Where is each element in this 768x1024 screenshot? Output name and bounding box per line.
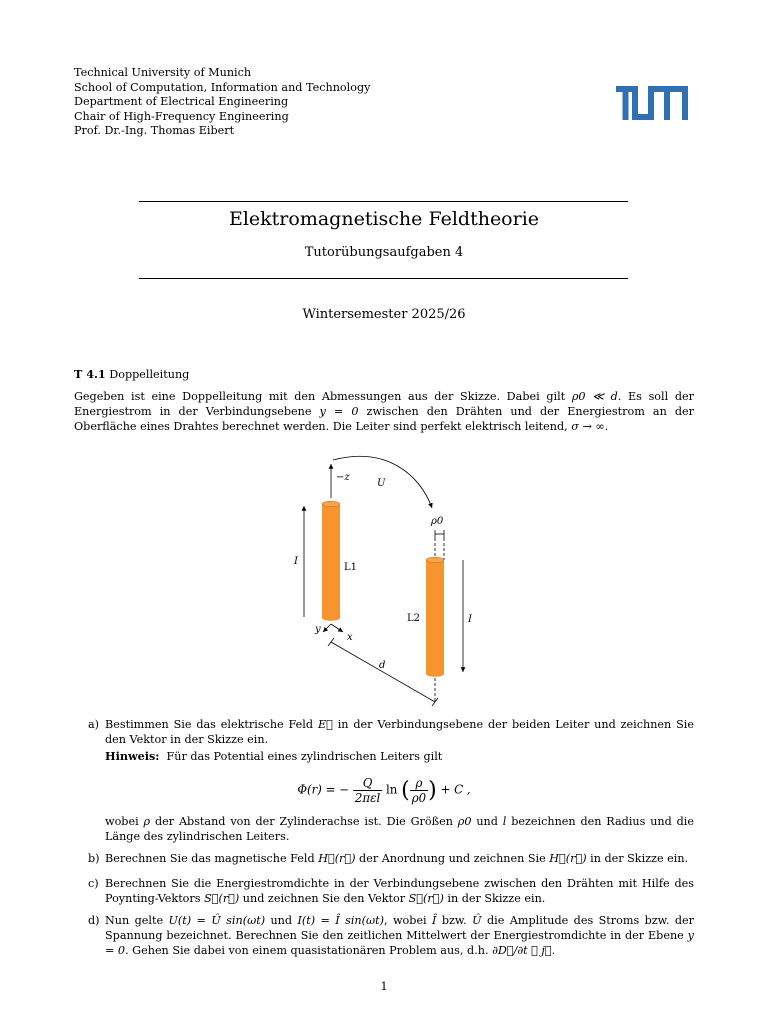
math-rho0: ρ0 [457, 815, 472, 828]
label-l1: L1 [344, 562, 358, 573]
subtask-d-text-1: Nun gelte [105, 914, 169, 927]
subtask-c-text-1: Berechnen Sie die Energiestromdichte in der Verbindungsebene zwischen den Drähten mit Hilfe des Poynting-Vektors [105, 877, 694, 905]
math-h-vec-1: H⃗(r⃗) [318, 852, 356, 865]
formula-lhs: Φ(r) = − [297, 782, 350, 797]
formula-denominator: 2πεl [354, 791, 381, 805]
math-quasistatic: ∂D⃗/∂t ≪ j⃗ [492, 944, 552, 957]
subtask-d [88, 913, 694, 958]
after-text-3: und [471, 815, 503, 828]
math-rho0-ll-d: ρ0 ≪ d [571, 390, 618, 403]
formula-ln: ln [385, 782, 398, 797]
tum-logo [616, 86, 688, 120]
after-text-4: bezeichnen den Radius und die Länge des zylindrischen Leiters. [105, 815, 694, 843]
subtask-d-text-4: bzw. [436, 914, 473, 927]
hint-label: Hinweis: [105, 749, 160, 763]
label-current-right: I [468, 614, 472, 625]
institution-chair: Chair of High-Frequency Engineering [74, 109, 289, 123]
document-title: Elektromagnetische Feldtheorie [228, 208, 540, 230]
subtask-b-text-1: Berechnen Sie das magnetische Feld [105, 852, 319, 865]
label-minus-z: −z [336, 472, 350, 483]
page-number: 1 [380, 980, 388, 993]
distance-tick-left [328, 638, 334, 646]
subtask-b [88, 851, 694, 866]
y-axis-line [323, 624, 331, 632]
subtask-a-label: a) [88, 718, 100, 731]
subtask-a [88, 717, 694, 764]
formula-fraction [353, 776, 382, 805]
subtask-d-text-6: . Gehen Sie dabei von einem quasistationären Problem aus, d.h. [125, 944, 493, 957]
label-radius: ρ0 [431, 516, 444, 527]
subtask-b-text-2: der Anordnung und zeichnen Sie [355, 852, 550, 865]
formula-numerator: Q [353, 776, 382, 791]
subtask-d-text-7: . [551, 944, 556, 957]
label-l2: L2 [407, 613, 421, 624]
label-current-left: I [294, 556, 298, 567]
math-l: l [502, 815, 507, 828]
math-y-eq-0-d: y = 0 [105, 929, 694, 957]
formula-inner-numerator: ρ [410, 776, 428, 791]
intro-text-1: Gegeben ist eine Doppelleitung mit den Abmessungen aus der Skizze. Dabei gilt [74, 390, 572, 403]
subtask-c [88, 876, 694, 906]
math-h-vec-2: H⃗(r⃗) [549, 852, 587, 865]
task-number: T 4.1 [74, 367, 106, 381]
title-rule-top [139, 201, 628, 202]
after-text-2: der Abstand von der Zylinderachse ist. Die Größen [150, 815, 458, 828]
task-name: Doppelleitung [109, 368, 190, 381]
semester: Wintersemester 2025/26 [302, 307, 466, 322]
conductor-l2 [426, 557, 444, 677]
after-text-1: wobei [105, 815, 144, 828]
math-y-eq-0: y = 0 [319, 405, 359, 418]
math-s-vec-2: S⃗(r⃗) [408, 892, 444, 905]
institution-school: School of Computation, Information and Technology [74, 80, 371, 94]
math-i-hat: Î [432, 914, 437, 927]
formula-inner-fraction [410, 776, 428, 805]
institution-university: Technical University of Munich [74, 66, 252, 79]
conductor-l1 [322, 501, 340, 621]
subtask-a-text-2: in der Verbindungsebene der beiden Leiter und zeichnen Sie den Vektor in der Skizze ein. [105, 718, 694, 746]
math-s-vec-1: S⃗(r⃗) [204, 892, 240, 905]
math-rho: ρ [143, 815, 151, 828]
subtask-d-text-3: , wobei [384, 914, 433, 927]
subtask-d-label: d) [88, 914, 100, 927]
label-distance: d [379, 660, 386, 671]
title-rule-bottom [139, 278, 628, 279]
label-axis-x: x [347, 632, 353, 643]
distance-line [331, 642, 435, 702]
subtask-d-text-5: die Amplitude des Stroms bzw. der Spannung bezeichnet. Berechnen Sie den zeitlichen Mittelwert der Energiestromdichte in der Ebene [105, 914, 694, 942]
subtask-b-text-3: in der Skizze ein. [586, 852, 689, 865]
document-subtitle: Tutorübungsaufgaben 4 [304, 245, 464, 260]
label-axis-y: y [315, 624, 321, 635]
subtask-b-label: b) [88, 852, 100, 865]
math-sigma-inf: σ → ∞ [571, 420, 605, 433]
math-i-t: I(t) = Î sin(ωt) [297, 914, 384, 927]
math-u-t: U(t) = Û sin(ωt) [168, 914, 266, 927]
formula-tail: + C , [440, 782, 471, 797]
subtask-a-text-1: Bestimmen Sie das elektrische Feld [105, 718, 318, 731]
label-voltage: U [377, 478, 386, 489]
intro-text-3: zwischen den Drähten und der Energiestrom an der Oberfläche eines Drahtes berechnet werden. Die Leiter sind perfekt elektrisch leitend, [74, 405, 695, 433]
subtask-c-text-3: in der Skizze ein. [443, 892, 546, 905]
formula-paren-open: ( [401, 778, 410, 803]
institution-department: Department of Electrical Engineering [74, 95, 289, 109]
subtask-d-text-2: und [265, 914, 298, 927]
potential-formula [0, 776, 768, 805]
institution-professor: Prof. Dr.-Ing. Thomas Eibert [74, 124, 235, 138]
x-axis-line [331, 624, 343, 632]
subtask-c-label: c) [88, 877, 99, 890]
math-u-hat: Û [472, 914, 482, 927]
formula-paren-close: ) [428, 778, 437, 803]
subtask-c-text-2: und zeichnen Sie den Vektor [239, 892, 409, 905]
subtask-a-continuation [88, 814, 694, 844]
institution-block [74, 66, 370, 139]
intro-text-4: . [604, 420, 609, 433]
task-heading [74, 367, 189, 381]
intro-text-2: . Es soll der Energiestrom in der Verbindungsebene [74, 390, 695, 418]
formula-inner-denominator: ρ0 [411, 791, 427, 805]
math-e-vec: E⃗ [317, 718, 333, 731]
hint-text: Für das Potential eines zylindrischen Leiters gilt [166, 750, 443, 763]
task-intro [74, 389, 694, 434]
double-line-sketch [280, 452, 480, 712]
